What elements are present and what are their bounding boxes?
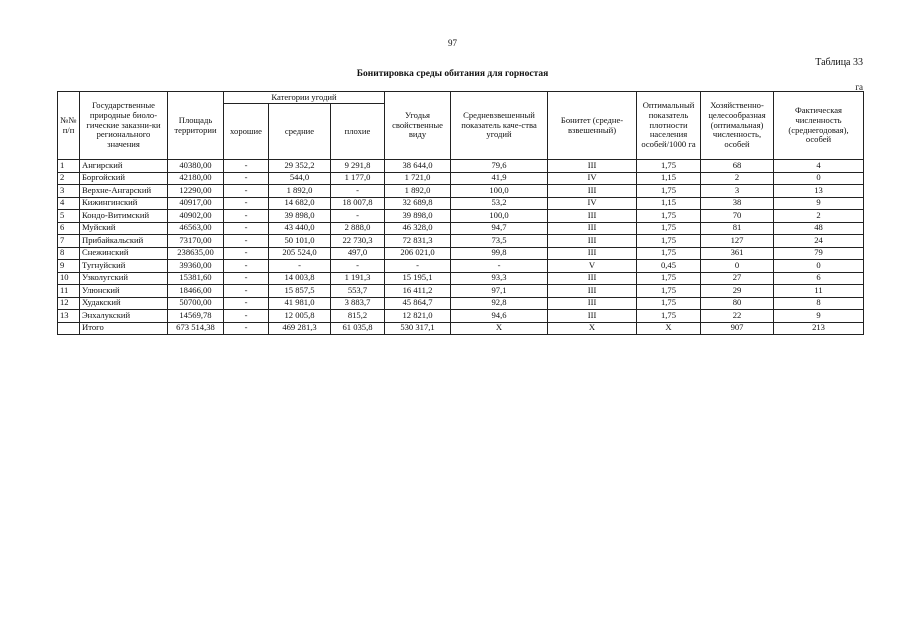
cell-actual-number: 4 — [774, 160, 864, 173]
cell-poor: - — [331, 260, 385, 273]
cell-optimal-density: 1,75 — [637, 210, 701, 223]
cell-num — [58, 322, 80, 335]
cell-own-land: 1 892,0 — [385, 185, 451, 198]
cell-weighted: 94,7 — [451, 222, 548, 235]
cell-bonitet: III — [548, 235, 637, 248]
cell-num: 1 — [58, 160, 80, 173]
cell-area: 46563,00 — [168, 222, 224, 235]
table-row — [58, 172, 864, 185]
cell-medium: 41 981,0 — [269, 297, 331, 310]
cell-reserve-name: Муйский — [80, 222, 168, 235]
cell-optimal-density: 1,75 — [637, 235, 701, 248]
cell-economic-number: 81 — [701, 222, 774, 235]
table-row — [58, 310, 864, 323]
cell-num: 7 — [58, 235, 80, 248]
cell-bonitet: III — [548, 185, 637, 198]
cell-poor: 815,2 — [331, 310, 385, 323]
cell-weighted: Х — [451, 322, 548, 335]
cell-own-land: 15 195,1 — [385, 272, 451, 285]
cell-bonitet: III — [548, 310, 637, 323]
cell-weighted: 73,5 — [451, 235, 548, 248]
cell-area: 40902,00 — [168, 210, 224, 223]
cell-economic-number: 127 — [701, 235, 774, 248]
cell-reserve-name: Верхне-Ангарский — [80, 185, 168, 198]
cell-own-land: 46 328,0 — [385, 222, 451, 235]
cell-bonitet: V — [548, 260, 637, 273]
cell-economic-number: 29 — [701, 285, 774, 298]
header-reserve: Государственные природные биоло-гические заказни-ки регионального значения — [80, 92, 168, 160]
cell-weighted: 100,0 — [451, 185, 548, 198]
table-caption: Таблица 33 — [815, 57, 863, 68]
table-row — [58, 235, 864, 248]
cell-reserve-name: Боргойский — [80, 172, 168, 185]
cell-num: 12 — [58, 297, 80, 310]
cell-actual-number: 2 — [774, 210, 864, 223]
cell-economic-number: 70 — [701, 210, 774, 223]
table-row — [58, 222, 864, 235]
cell-weighted: 53,2 — [451, 197, 548, 210]
cell-optimal-density: 1,75 — [637, 285, 701, 298]
cell-optimal-density: 0,45 — [637, 260, 701, 273]
habitat-bonitet-table — [57, 91, 864, 335]
cell-area: 14569,78 — [168, 310, 224, 323]
header-optimal-density: Оптимальный показатель плотности населения особей/1000 га — [637, 92, 701, 160]
cell-weighted: 93,3 — [451, 272, 548, 285]
cell-economic-number: 907 — [701, 322, 774, 335]
cell-good: - — [224, 172, 269, 185]
header-actual-number: Фактическая численность (среднегодовая), особей — [774, 92, 864, 160]
cell-own-land: 72 831,3 — [385, 235, 451, 248]
cell-area: 12290,00 — [168, 185, 224, 198]
cell-medium: 14 682,0 — [269, 197, 331, 210]
cell-area: 50700,00 — [168, 297, 224, 310]
cell-reserve-name: Узколугский — [80, 272, 168, 285]
cell-num: 6 — [58, 222, 80, 235]
cell-num: 13 — [58, 310, 80, 323]
cell-good: - — [224, 322, 269, 335]
cell-weighted: 92,8 — [451, 297, 548, 310]
cell-poor: 9 291,8 — [331, 160, 385, 173]
unit-label: га — [855, 82, 863, 92]
cell-actual-number: 213 — [774, 322, 864, 335]
cell-poor: 18 007,8 — [331, 197, 385, 210]
total-row — [58, 322, 864, 335]
header-good: хорошие — [224, 104, 269, 160]
cell-weighted: 100,0 — [451, 210, 548, 223]
cell-weighted: - — [451, 260, 548, 273]
cell-own-land: 16 411,2 — [385, 285, 451, 298]
header-bonitet: Бонитет (средне-взвешенный) — [548, 92, 637, 160]
cell-economic-number: 361 — [701, 247, 774, 260]
cell-medium: 39 898,0 — [269, 210, 331, 223]
cell-poor: - — [331, 185, 385, 198]
cell-bonitet: III — [548, 222, 637, 235]
cell-economic-number: 38 — [701, 197, 774, 210]
cell-area: 18466,00 — [168, 285, 224, 298]
cell-good: - — [224, 197, 269, 210]
header-economic-number: Хозяйственно-целесообразная (оптимальная) численность, особей — [701, 92, 774, 160]
cell-bonitet: III — [548, 272, 637, 285]
cell-bonitet: IV — [548, 197, 637, 210]
header-poor: плохие — [331, 104, 385, 160]
cell-economic-number: 3 — [701, 185, 774, 198]
cell-area: 40380,00 — [168, 160, 224, 173]
cell-medium: 1 892,0 — [269, 185, 331, 198]
cell-medium: - — [269, 260, 331, 273]
cell-area: 42180,00 — [168, 172, 224, 185]
cell-own-land: 206 021,0 — [385, 247, 451, 260]
cell-poor: 1 177,0 — [331, 172, 385, 185]
cell-medium: 15 857,5 — [269, 285, 331, 298]
cell-medium: 12 005,8 — [269, 310, 331, 323]
cell-good: - — [224, 210, 269, 223]
cell-medium: 544,0 — [269, 172, 331, 185]
cell-medium: 43 440,0 — [269, 222, 331, 235]
table-row — [58, 297, 864, 310]
cell-num: 9 — [58, 260, 80, 273]
cell-economic-number: 22 — [701, 310, 774, 323]
cell-medium: 14 003,8 — [269, 272, 331, 285]
cell-bonitet: Х — [548, 322, 637, 335]
cell-reserve-name: Снежинский — [80, 247, 168, 260]
cell-num: 2 — [58, 172, 80, 185]
cell-weighted: 41,9 — [451, 172, 548, 185]
cell-good: - — [224, 247, 269, 260]
cell-optimal-density: Х — [637, 322, 701, 335]
cell-optimal-density: 1,15 — [637, 197, 701, 210]
cell-area: 73170,00 — [168, 235, 224, 248]
cell-economic-number: 27 — [701, 272, 774, 285]
header-area: Площадь территории — [168, 92, 224, 160]
table-row — [58, 272, 864, 285]
cell-good: - — [224, 235, 269, 248]
cell-actual-number: 79 — [774, 247, 864, 260]
cell-economic-number: 80 — [701, 297, 774, 310]
cell-weighted: 79,6 — [451, 160, 548, 173]
cell-own-land: 45 864,7 — [385, 297, 451, 310]
cell-actual-number: 9 — [774, 310, 864, 323]
cell-medium: 50 101,0 — [269, 235, 331, 248]
header-categories: Категории угодий — [224, 92, 385, 104]
header-medium: средние — [269, 104, 331, 160]
cell-poor: 553,7 — [331, 285, 385, 298]
cell-optimal-density: 1,75 — [637, 160, 701, 173]
table-row — [58, 285, 864, 298]
cell-reserve-name: Худакский — [80, 297, 168, 310]
cell-reserve-name: Кондо-Витимский — [80, 210, 168, 223]
cell-area: 40917,00 — [168, 197, 224, 210]
cell-optimal-density: 1,15 — [637, 172, 701, 185]
table-body — [58, 160, 864, 335]
cell-num: 4 — [58, 197, 80, 210]
table-row — [58, 160, 864, 173]
cell-optimal-density: 1,75 — [637, 247, 701, 260]
cell-num: 11 — [58, 285, 80, 298]
cell-good: - — [224, 260, 269, 273]
cell-optimal-density: 1,75 — [637, 272, 701, 285]
cell-weighted: 99,8 — [451, 247, 548, 260]
cell-poor: 1 191,3 — [331, 272, 385, 285]
cell-area: 39360,00 — [168, 260, 224, 273]
table-row — [58, 247, 864, 260]
table-row — [58, 210, 864, 223]
cell-economic-number: 2 — [701, 172, 774, 185]
page-number: 97 — [448, 38, 457, 48]
cell-area: 238635,00 — [168, 247, 224, 260]
cell-reserve-name: Улюнский — [80, 285, 168, 298]
cell-num: 5 — [58, 210, 80, 223]
header-weighted: Средневзвешенный показатель каче-ства угодий — [451, 92, 548, 160]
cell-num: 8 — [58, 247, 80, 260]
cell-own-land: 12 821,0 — [385, 310, 451, 323]
cell-reserve-name: Ангирский — [80, 160, 168, 173]
table-row — [58, 185, 864, 198]
cell-bonitet: III — [548, 210, 637, 223]
cell-num: 10 — [58, 272, 80, 285]
cell-medium: 205 524,0 — [269, 247, 331, 260]
cell-own-land: 39 898,0 — [385, 210, 451, 223]
cell-actual-number: 8 — [774, 297, 864, 310]
cell-optimal-density: 1,75 — [637, 310, 701, 323]
cell-poor: 2 888,0 — [331, 222, 385, 235]
cell-poor: 3 883,7 — [331, 297, 385, 310]
cell-actual-number: 0 — [774, 260, 864, 273]
cell-economic-number: 0 — [701, 260, 774, 273]
cell-bonitet: III — [548, 247, 637, 260]
cell-economic-number: 68 — [701, 160, 774, 173]
cell-poor: 61 035,8 — [331, 322, 385, 335]
cell-reserve-name: Тугнуйский — [80, 260, 168, 273]
cell-optimal-density: 1,75 — [637, 185, 701, 198]
cell-actual-number: 0 — [774, 172, 864, 185]
cell-own-land: 530 317,1 — [385, 322, 451, 335]
cell-good: - — [224, 297, 269, 310]
cell-actual-number: 13 — [774, 185, 864, 198]
cell-good: - — [224, 272, 269, 285]
cell-bonitet: III — [548, 285, 637, 298]
cell-weighted: 97,1 — [451, 285, 548, 298]
cell-reserve-name: Прибайкальский — [80, 235, 168, 248]
cell-medium: 469 281,3 — [269, 322, 331, 335]
cell-reserve-name: Кижингинский — [80, 197, 168, 210]
cell-own-land: 38 644,0 — [385, 160, 451, 173]
cell-own-land: 1 721,0 — [385, 172, 451, 185]
cell-good: - — [224, 285, 269, 298]
cell-poor: 22 730,3 — [331, 235, 385, 248]
cell-actual-number: 6 — [774, 272, 864, 285]
cell-actual-number: 24 — [774, 235, 864, 248]
cell-poor: 497,0 — [331, 247, 385, 260]
cell-poor: - — [331, 210, 385, 223]
cell-actual-number: 9 — [774, 197, 864, 210]
cell-optimal-density: 1,75 — [637, 297, 701, 310]
cell-good: - — [224, 160, 269, 173]
cell-area: 15381,60 — [168, 272, 224, 285]
cell-weighted: 94,6 — [451, 310, 548, 323]
table-row — [58, 197, 864, 210]
cell-actual-number: 11 — [774, 285, 864, 298]
document-title: Бонитировка среды обитания для горностая — [356, 69, 549, 79]
cell-num: 3 — [58, 185, 80, 198]
cell-optimal-density: 1,75 — [637, 222, 701, 235]
cell-reserve-name: Итого — [80, 322, 168, 335]
cell-own-land: - — [385, 260, 451, 273]
cell-good: - — [224, 185, 269, 198]
cell-bonitet: III — [548, 297, 637, 310]
header-own-land: Угодья свойственные виду — [385, 92, 451, 160]
header-num: №№ п/п — [58, 92, 80, 160]
cell-good: - — [224, 310, 269, 323]
cell-good: - — [224, 222, 269, 235]
cell-reserve-name: Энхалукский — [80, 310, 168, 323]
cell-bonitet: III — [548, 160, 637, 173]
cell-own-land: 32 689,8 — [385, 197, 451, 210]
cell-bonitet: IV — [548, 172, 637, 185]
table-row — [58, 260, 864, 273]
cell-area: 673 514,38 — [168, 322, 224, 335]
cell-actual-number: 48 — [774, 222, 864, 235]
cell-medium: 29 352,2 — [269, 160, 331, 173]
